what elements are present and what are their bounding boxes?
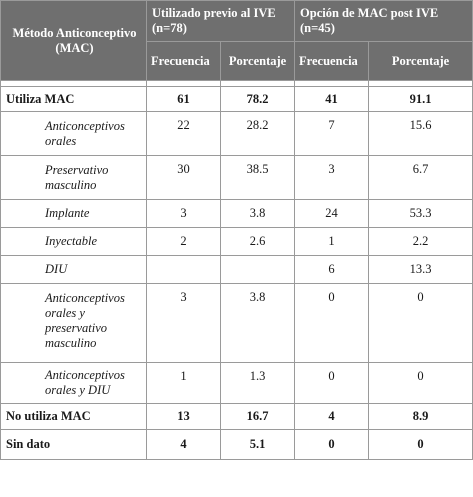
post-freq-cell: 6 bbox=[295, 256, 369, 284]
post-pct-cell: 8.9 bbox=[369, 404, 473, 430]
post-freq-cell: 4 bbox=[295, 404, 369, 430]
post-pct-cell: 53.3 bbox=[369, 200, 473, 228]
header-prev-pct: Porcentaje bbox=[221, 42, 295, 81]
table-row bbox=[1, 256, 473, 284]
header-prev-group: Utilizado previo al IVE (n=78) bbox=[147, 1, 295, 42]
prev-freq-cell: 22 bbox=[147, 112, 221, 156]
prev-freq-cell: 13 bbox=[147, 404, 221, 430]
post-freq-cell: 0 bbox=[295, 284, 369, 363]
table-row bbox=[1, 430, 473, 460]
prev-freq-cell: 61 bbox=[147, 87, 221, 112]
prev-pct-cell: 16.7 bbox=[221, 404, 295, 430]
header-post-pct: Porcentaje bbox=[369, 42, 473, 81]
post-pct-cell: 0 bbox=[369, 430, 473, 460]
post-pct-cell: 0 bbox=[369, 284, 473, 363]
prev-pct-cell: 3.8 bbox=[221, 284, 295, 363]
prev-pct-cell: 1.3 bbox=[221, 363, 295, 404]
row-label: DIU bbox=[1, 256, 147, 284]
post-pct-cell: 13.3 bbox=[369, 256, 473, 284]
post-pct-cell: 91.1 bbox=[369, 87, 473, 112]
row-label: No utiliza MAC bbox=[1, 404, 147, 430]
table-row bbox=[1, 404, 473, 430]
table-row bbox=[1, 156, 473, 200]
prev-pct-cell bbox=[221, 256, 295, 284]
row-label: Anticonceptivos orales y DIU bbox=[1, 363, 147, 404]
prev-freq-cell: 1 bbox=[147, 363, 221, 404]
prev-pct-cell: 78.2 bbox=[221, 87, 295, 112]
table-body bbox=[1, 81, 473, 460]
table-row bbox=[1, 112, 473, 156]
post-pct-cell: 15.6 bbox=[369, 112, 473, 156]
prev-pct-cell: 3.8 bbox=[221, 200, 295, 228]
prev-pct-cell: 2.6 bbox=[221, 228, 295, 256]
prev-freq-cell: 4 bbox=[147, 430, 221, 460]
row-label: Preservativo masculino bbox=[1, 156, 147, 200]
post-pct-cell: 0 bbox=[369, 363, 473, 404]
post-freq-cell: 3 bbox=[295, 156, 369, 200]
table-header bbox=[1, 1, 473, 81]
table-row bbox=[1, 200, 473, 228]
table-row bbox=[1, 228, 473, 256]
header-method-label: Método Anticonceptivo (MAC) bbox=[12, 25, 137, 55]
post-freq-cell: 1 bbox=[295, 228, 369, 256]
post-pct-cell: 2.2 bbox=[369, 228, 473, 256]
prev-freq-cell bbox=[147, 256, 221, 284]
row-label: Inyectable bbox=[1, 228, 147, 256]
post-pct-cell: 6.7 bbox=[369, 156, 473, 200]
post-freq-cell: 0 bbox=[295, 363, 369, 404]
row-label: Utiliza MAC bbox=[1, 87, 147, 112]
header-post-group: Opción de MAC post IVE (n=45) bbox=[295, 1, 473, 42]
row-label: Implante bbox=[1, 200, 147, 228]
table-row bbox=[1, 284, 473, 363]
prev-pct-cell: 5.1 bbox=[221, 430, 295, 460]
post-freq-cell: 0 bbox=[295, 430, 369, 460]
post-freq-cell: 24 bbox=[295, 200, 369, 228]
header-method bbox=[1, 1, 147, 81]
prev-freq-cell: 30 bbox=[147, 156, 221, 200]
table-row bbox=[1, 87, 473, 112]
post-freq-cell: 41 bbox=[295, 87, 369, 112]
row-label: Sin dato bbox=[1, 430, 147, 460]
row-label: Anticonceptivos orales bbox=[1, 112, 147, 156]
prev-freq-cell: 3 bbox=[147, 284, 221, 363]
table-row bbox=[1, 363, 473, 404]
row-label: Anticonceptivos orales y preservativo masculino bbox=[1, 284, 147, 363]
prev-freq-cell: 2 bbox=[147, 228, 221, 256]
header-prev-freq: Frecuencia bbox=[147, 42, 221, 81]
prev-freq-cell: 3 bbox=[147, 200, 221, 228]
post-freq-cell: 7 bbox=[295, 112, 369, 156]
prev-pct-cell: 28.2 bbox=[221, 112, 295, 156]
header-post-freq: Frecuencia bbox=[295, 42, 369, 81]
prev-pct-cell: 38.5 bbox=[221, 156, 295, 200]
